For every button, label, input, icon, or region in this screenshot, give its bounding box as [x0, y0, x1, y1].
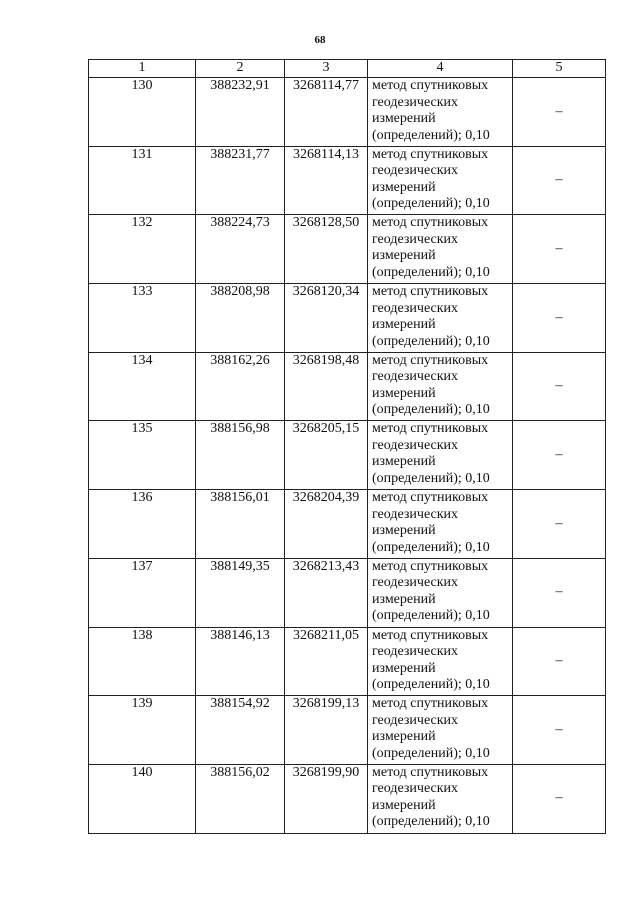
method-line: метод спутниковых — [372, 146, 489, 162]
x-coordinate-cell: 388208,98 — [196, 284, 285, 353]
column-5-cell: – — [513, 421, 606, 490]
method-cell — [368, 490, 513, 559]
method-line: измерений — [372, 797, 436, 813]
method-line: (определений); 0,10 — [372, 402, 490, 418]
method-line: метод спутниковых — [372, 558, 489, 574]
column-5-cell: – — [513, 146, 606, 215]
method-line: измерений — [372, 591, 436, 607]
method-line: метод спутниковых — [372, 78, 489, 93]
method-line: измерений — [372, 111, 436, 126]
table-row — [89, 421, 606, 490]
column-5-cell: – — [513, 490, 606, 559]
method-cell — [368, 215, 513, 284]
x-coordinate-cell: 388156,98 — [196, 421, 285, 490]
method-line: (определений); 0,10 — [372, 608, 490, 624]
table-row — [89, 627, 606, 696]
x-coordinate-cell: 388231,77 — [196, 146, 285, 215]
column-5-cell: – — [513, 215, 606, 284]
x-coordinate-cell: 388149,35 — [196, 558, 285, 627]
y-coordinate-cell: 3268211,05 — [285, 627, 368, 696]
method-line: (определений); 0,10 — [372, 814, 490, 830]
method-line: измерений — [372, 523, 436, 539]
method-line: измерений — [372, 454, 436, 470]
method-line: метод спутниковых — [372, 352, 489, 368]
y-coordinate-cell: 3268204,39 — [285, 490, 368, 559]
method-line: (определений); 0,10 — [372, 196, 490, 212]
column-header-4: 4 — [368, 60, 513, 78]
point-number-cell: 134 — [89, 352, 196, 421]
column-5-cell: – — [513, 558, 606, 627]
point-number-cell: 136 — [89, 490, 196, 559]
y-coordinate-cell: 3268114,13 — [285, 146, 368, 215]
method-line: (определений); 0,10 — [372, 333, 490, 349]
table-row — [89, 352, 606, 421]
column-5-cell: – — [513, 78, 606, 147]
y-coordinate-cell: 3268198,48 — [285, 352, 368, 421]
point-number-cell: 138 — [89, 627, 196, 696]
method-line: (определений); 0,10 — [372, 264, 490, 280]
table-row — [89, 696, 606, 765]
method-line: измерений — [372, 179, 436, 195]
method-line: (определений); 0,10 — [372, 127, 490, 143]
method-line: геодезических — [372, 300, 459, 316]
method-cell — [368, 627, 513, 696]
coordinates-table — [88, 59, 606, 834]
method-line: измерений — [372, 385, 436, 401]
column-5-cell: – — [513, 696, 606, 765]
y-coordinate-cell: 3268128,50 — [285, 215, 368, 284]
method-line: измерений — [372, 729, 436, 745]
method-line: метод спутниковых — [372, 627, 489, 643]
method-line: метод спутниковых — [372, 696, 489, 712]
y-coordinate-cell: 3268213,43 — [285, 558, 368, 627]
table-body — [89, 78, 606, 834]
method-line: геодезических — [372, 94, 459, 110]
x-coordinate-cell: 388156,02 — [196, 764, 285, 833]
method-cell — [368, 558, 513, 627]
column-header-5: 5 — [513, 60, 606, 78]
column-header-1: 1 — [89, 60, 196, 78]
method-cell — [368, 352, 513, 421]
method-line: геодезических — [372, 437, 459, 453]
method-cell — [368, 421, 513, 490]
point-number-cell: 131 — [89, 146, 196, 215]
table-row — [89, 146, 606, 215]
point-number-cell: 133 — [89, 284, 196, 353]
y-coordinate-cell: 3268199,13 — [285, 696, 368, 765]
method-line: геодезических — [372, 506, 459, 522]
method-line: геодезических — [372, 781, 459, 797]
point-number-cell: 140 — [89, 764, 196, 833]
x-coordinate-cell: 388162,26 — [196, 352, 285, 421]
table-row — [89, 764, 606, 833]
table-row — [89, 558, 606, 627]
method-line: метод спутниковых — [372, 490, 489, 506]
table-row — [89, 78, 606, 147]
point-number-cell: 135 — [89, 421, 196, 490]
y-coordinate-cell: 3268199,90 — [285, 764, 368, 833]
point-number-cell: 132 — [89, 215, 196, 284]
method-line: (определений); 0,10 — [372, 745, 490, 761]
method-cell — [368, 284, 513, 353]
x-coordinate-cell: 388224,73 — [196, 215, 285, 284]
header-row — [89, 60, 606, 78]
column-5-cell: – — [513, 352, 606, 421]
point-number-cell: 130 — [89, 78, 196, 147]
y-coordinate-cell: 3268205,15 — [285, 421, 368, 490]
x-coordinate-cell: 388146,13 — [196, 627, 285, 696]
method-cell — [368, 146, 513, 215]
point-number-cell: 139 — [89, 696, 196, 765]
method-line: геодезических — [372, 163, 459, 179]
table-row — [89, 284, 606, 353]
method-line: метод спутниковых — [372, 764, 489, 780]
method-line: метод спутниковых — [372, 215, 489, 231]
page-number: 68 — [314, 34, 326, 46]
method-line: геодезических — [372, 231, 459, 247]
method-line: геодезических — [372, 575, 459, 591]
column-header-3: 3 — [285, 60, 368, 78]
method-line: измерений — [372, 317, 436, 333]
column-header-2: 2 — [196, 60, 285, 78]
method-line: геодезических — [372, 644, 459, 659]
table-row — [89, 215, 606, 284]
method-line: измерений — [372, 660, 436, 676]
method-line: (определений); 0,10 — [372, 539, 490, 555]
column-5-cell: – — [513, 764, 606, 833]
method-line: (определений); 0,10 — [372, 677, 490, 692]
method-cell — [368, 78, 513, 147]
table-row — [89, 490, 606, 559]
method-line: метод спутниковых — [372, 284, 489, 300]
y-coordinate-cell: 3268114,77 — [285, 78, 368, 147]
x-coordinate-cell: 388232,91 — [196, 78, 285, 147]
method-cell — [368, 764, 513, 833]
method-line: (определений); 0,10 — [372, 470, 490, 486]
point-number-cell: 137 — [89, 558, 196, 627]
method-line: метод спутниковых — [372, 421, 489, 437]
column-5-cell: – — [513, 627, 606, 696]
method-line: измерений — [372, 248, 436, 264]
method-cell — [368, 696, 513, 765]
x-coordinate-cell: 388154,92 — [196, 696, 285, 765]
y-coordinate-cell: 3268120,34 — [285, 284, 368, 353]
method-line: геодезических — [372, 369, 459, 385]
x-coordinate-cell: 388156,01 — [196, 490, 285, 559]
method-line: геодезических — [372, 712, 459, 728]
column-5-cell: – — [513, 284, 606, 353]
